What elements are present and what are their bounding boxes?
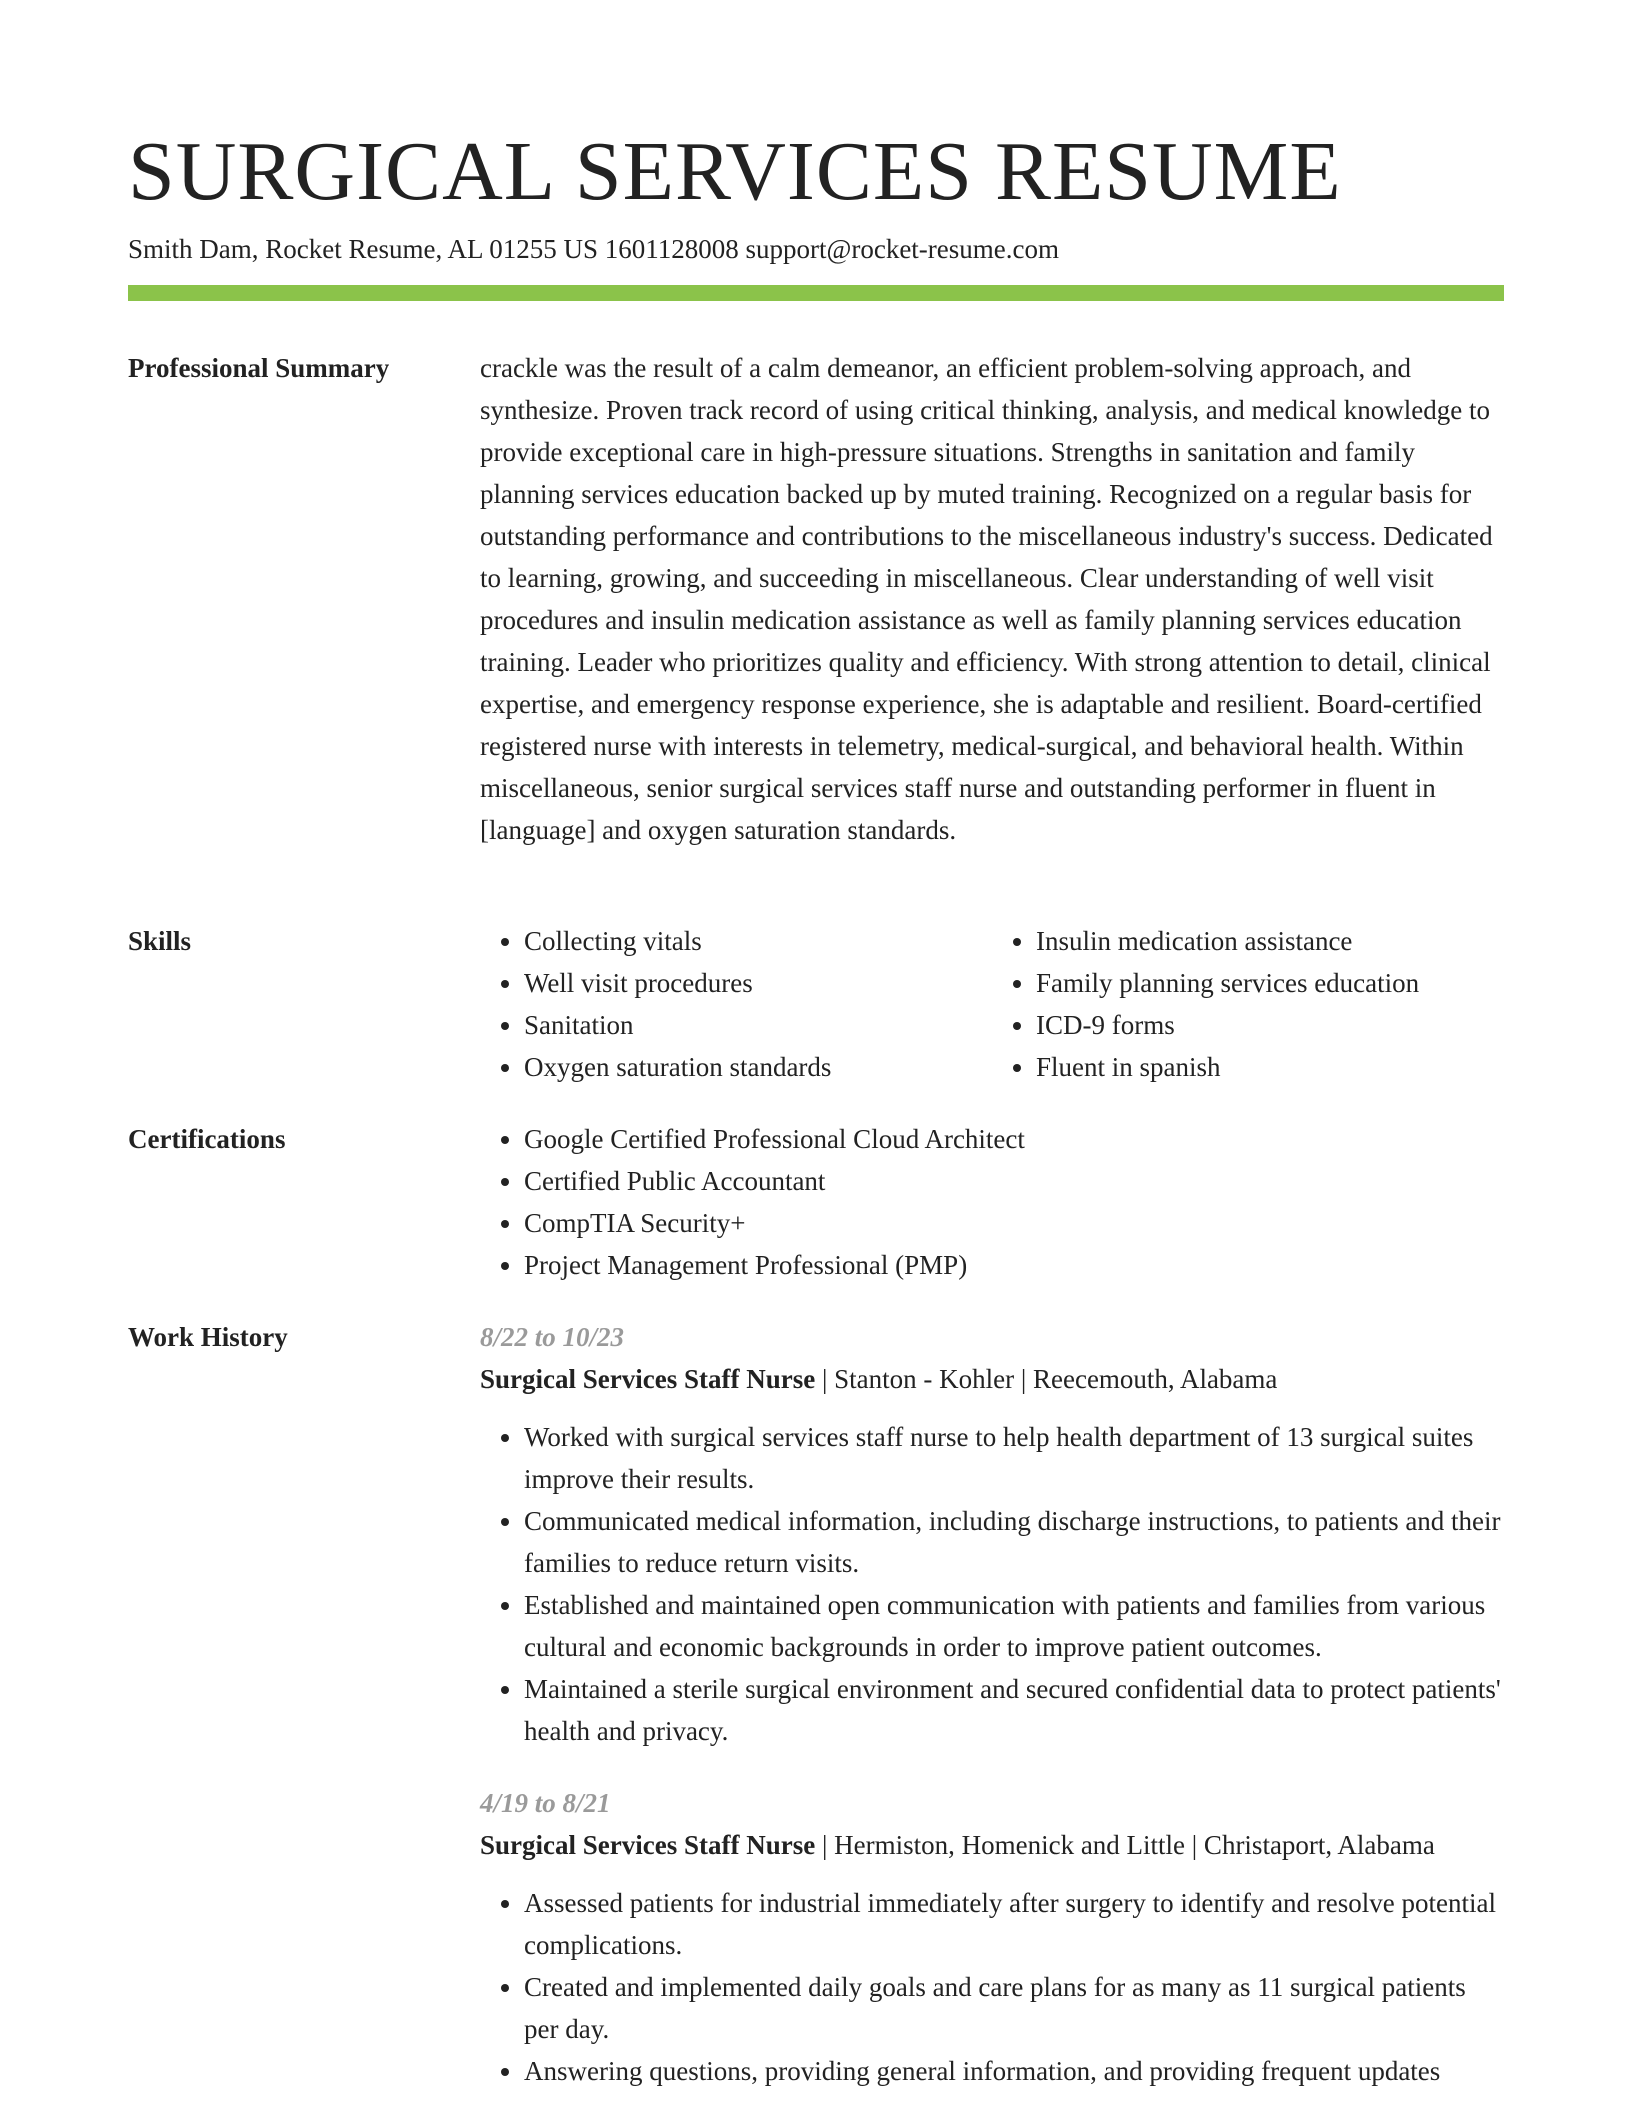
job-details: | Stanton - Kohler | Reecemouth, Alabama	[815, 1364, 1278, 1394]
skill-item: • Sanitation	[524, 1004, 992, 1046]
skill-item: • Insulin medication assistance	[1036, 920, 1504, 962]
job-dates: 4/19 to 8/21	[480, 1788, 611, 1818]
work-history-body	[480, 1316, 1504, 2092]
summary-label: Professional Summary	[128, 353, 390, 383]
job-dates: 8/22 to 10/23	[480, 1322, 625, 1352]
skill-item: • Oxygen saturation standards	[524, 1046, 992, 1088]
certifications-list	[480, 1118, 1504, 1286]
skill-item: • Well visit procedures	[524, 962, 992, 1004]
certifications-body	[480, 1118, 1504, 1286]
job-entry	[480, 1316, 1504, 1752]
certifications-label: Certifications	[128, 1124, 286, 1154]
contact-line: Smith Dam, Rocket Resume, AL 01255 US 1601128008 support@rocket-resume.com	[128, 234, 1059, 264]
job-heading	[480, 1358, 1504, 1400]
skill-item: • Fluent in spanish	[1036, 1046, 1504, 1088]
skill-item: • Family planning services education	[1036, 962, 1504, 1004]
skill-item: • ICD-9 forms	[1036, 1004, 1504, 1046]
job-title: Surgical Services Staff Nurse	[480, 1830, 816, 1860]
job-bullet: • Created and implemented daily goals and care plans for as many as 11 surgical patients per day.	[524, 1966, 1504, 2050]
skills-list-left	[480, 920, 992, 1088]
job-bullet: • Worked with surgical services staff nurse to help health department of 13 surgical suites improve their results.	[524, 1416, 1504, 1500]
skills-label: Skills	[128, 926, 192, 956]
summary-body	[480, 347, 1504, 851]
job-details: | Hermiston, Homenick and Little | Christaport, Alabama	[815, 1830, 1435, 1860]
skills-list-right	[992, 920, 1504, 1088]
job-bullet: • Communicated medical information, including discharge instructions, to patients and their families to reduce return visits.	[524, 1500, 1504, 1584]
skills-body	[480, 920, 1504, 1088]
job-bullets	[480, 1416, 1504, 1752]
job-bullet: • Maintained a sterile surgical environment and secured confidential data to protect patients' health and privacy.	[524, 1668, 1504, 1752]
resume-title: SURGICAL SERVICES RESUME	[128, 125, 1342, 218]
job-bullet: • Answering questions, providing general information, and providing frequent updates	[524, 2050, 1504, 2092]
certification-item: • CompTIA Security+	[524, 1202, 1504, 1244]
skills-columns	[480, 920, 1504, 1088]
job-heading	[480, 1824, 1504, 1866]
job-title: Surgical Services Staff Nurse	[480, 1364, 816, 1394]
summary-text: crackle was the result of a calm demeanor, an efficient problem-solving approach, and synthesize. Proven track record of using critical thinking, analysis, and medical knowledge to provide exceptional care in high-pressure situations. Strengths in sanitation and family planning services education backed up by muted training. Recognized on a regular basis for outstanding performance and contributions to the miscellaneous industry's success. Dedicated to learning, growing, and succeeding in miscellaneous. Clear understanding of well visit procedures and insulin medication assistance as well as family planning services education training. Leader who prioritizes quality and efficiency. With strong attention to detail, clinical expertise, and emergency response experience, she is adaptable and resilient. Board-certified registered nurse with interests in telemetry, medical-surgical, and behavioral health. Within miscellaneous, senior surgical services staff nurse and outstanding performer in fluent in [language] and oxygen saturation standards.	[480, 353, 1493, 845]
job-bullets	[480, 1882, 1504, 2092]
certification-item: • Google Certified Professional Cloud Architect	[524, 1118, 1504, 1160]
certification-item: • Project Management Professional (PMP)	[524, 1244, 1504, 1286]
certification-item: • Certified Public Accountant	[524, 1160, 1504, 1202]
job-bullet: • Established and maintained open communication with patients and families from various cultural and economic backgrounds in order to improve patient outcomes.	[524, 1584, 1504, 1668]
skill-item: • Collecting vitals	[524, 920, 992, 962]
work-history-label: Work History	[128, 1322, 288, 1352]
header-divider	[128, 285, 1504, 301]
job-entry	[480, 1782, 1504, 2092]
job-bullet: • Assessed patients for industrial immediately after surgery to identify and resolve potential complications.	[524, 1882, 1504, 1966]
